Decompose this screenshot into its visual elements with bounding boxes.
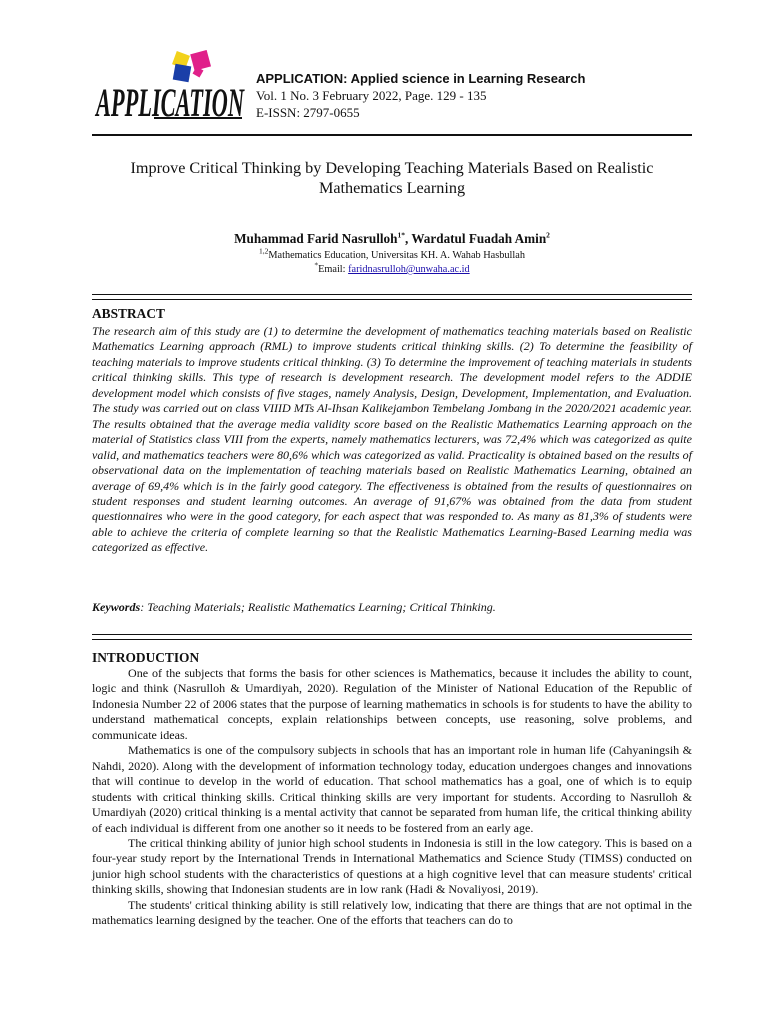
email-line: [92, 260, 692, 276]
author-separator: ,: [404, 231, 412, 246]
email-label: Email:: [318, 264, 349, 275]
introduction-body: [92, 666, 692, 929]
affiliation-text: Mathematics Education, Universitas KH. A. Wahab Hasbullah: [268, 250, 525, 261]
paper-title: Improve Critical Thinking by Developing Teaching Materials Based on Realistic Mathematics Learning: [130, 159, 654, 197]
intro-paragraph: The critical thinking ability of junior high school students in Indonesia is still in the low category. This is based on a four-year study report by the International Trends in International Mathematics and Science Study (TIMSS) conducted on junior high school students with the characteristics of questions at a high cognitive level that can measure students' critical thinking skills, showing that Indonesian students are in low rank (Hadi & Novaliyosi, 2019).: [92, 835, 692, 897]
keywords-line: [92, 600, 692, 615]
journal-issn: E-ISSN: 2797-0655: [256, 105, 360, 120]
author-2-sup: 2: [546, 230, 550, 240]
author-1: Muhammad Farid Nasrulloh: [234, 231, 398, 246]
keywords-text: : Teaching Materials; Realistic Mathematics Learning; Critical Thinking.: [140, 600, 496, 614]
author-1-sup: 1*: [397, 230, 405, 240]
affiliation-sup: 1,2: [258, 246, 269, 256]
author-line: [92, 231, 692, 247]
keywords-label: Keywords: [92, 600, 141, 614]
abstract-bottom-rule: [92, 634, 692, 640]
intro-paragraph: Mathematics is one of the compulsory subjects in schools that has an important role in human life (Cahyaningsih & Nahdi, 2020). Along with the development of information technology today, education undergoes changes and innovations that will continue to develop in the world of education. That school mathematics has a goal, one of which is to equip students with critical thinking skills. Critical thinking skills are very important for students. According to Nasrulloh & Umardiyah (2020) critical thinking is a mental activity that cannot be separated from human life, the critical thinking ability of each individual is different from one another so it needs to be fostered from an early age.: [92, 743, 692, 835]
header-rule: [92, 134, 692, 136]
abstract-text: The research aim of this study are (1) to determine the development of mathematics teaching materials based on Realistic Mathematics Learning approach (RML) to improve students critical thinking skills. (2) To determine the feasibility of teaching materials to improve students critical thinking. (3) To determine the improvement of teaching materials in students critical thinking skills. This type of research is development research. The development model refers to the ADDIE development model which consists of five stages, namely Analysis, Design, Development, Implementation, and Evaluation. The study was carried out on class VIIID MTs Al-Ihsan Kalikejambon Tembelang Jombang in the 2020/2021 academic year. The results obtained that the average media validity score based on the Realistic Mathematics Learning approach on the material of Statistics class VIII from the experts, namely mathematics lecturers, was 72,4% which was categorized as quite valid, and mathematics teachers were 80,6% which was categorized as valid. Practicality is obtained based on the results of observational data on the implementation of teaching materials based on Realistic Mathematics Learning, obtained an average of 69,4% which is in the fairly good category. The effectiveness is obtained from the results of questionnaires on student responses and student learning outcomes. An average of 91,67% was obtained from the data from student questionnaires who were in the good category, for each aspect that was responded to. As many as 81,3% of students were able to achieve the criteria of complete learning so that the Realistic Mathematics Learning-Based Learning media was categorized as effective.: [92, 324, 692, 555]
logo-text: APPLICATION: [94, 80, 246, 122]
email-link[interactable]: faridnasrulloh@unwaha.ac.id: [348, 264, 470, 275]
abstract-heading: ABSTRACT: [92, 306, 165, 321]
intro-paragraph: One of the subjects that forms the basis for other sciences is Mathematics, because it includes the ability to count, logic and think (Nasrulloh & Umardiyah, 2020). Regulation of the Minister of National Education of the Republic of Indonesia Number 22 of 2006 states that the purpose of learning mathematics in schools is for students to have the ability to understand mathematical concepts, explain relationships between concepts, use reasoning, solve problems, and communicate ideas.: [92, 666, 692, 742]
email-sup: *: [314, 260, 319, 270]
logo-cubes: [172, 50, 211, 82]
affiliation: [92, 246, 692, 262]
introduction-heading: INTRODUCTION: [92, 650, 200, 665]
journal-logo: [94, 50, 246, 122]
journal-volume: Vol. 1 No. 3 February 2022, Page. 129 - 135: [256, 88, 487, 103]
intro-paragraph: The students' critical thinking ability is still relatively low, indicating that there are things that are not optimal in the mathematics learning designed by the teacher. One of the efforts that teachers can do to: [92, 897, 692, 928]
journal-name: APPLICATION: Applied science in Learning Research: [256, 71, 586, 86]
abstract-top-rule: [92, 294, 692, 300]
journal-info: [256, 70, 696, 121]
author-2: Wardatul Fuadah Amin: [411, 231, 547, 246]
